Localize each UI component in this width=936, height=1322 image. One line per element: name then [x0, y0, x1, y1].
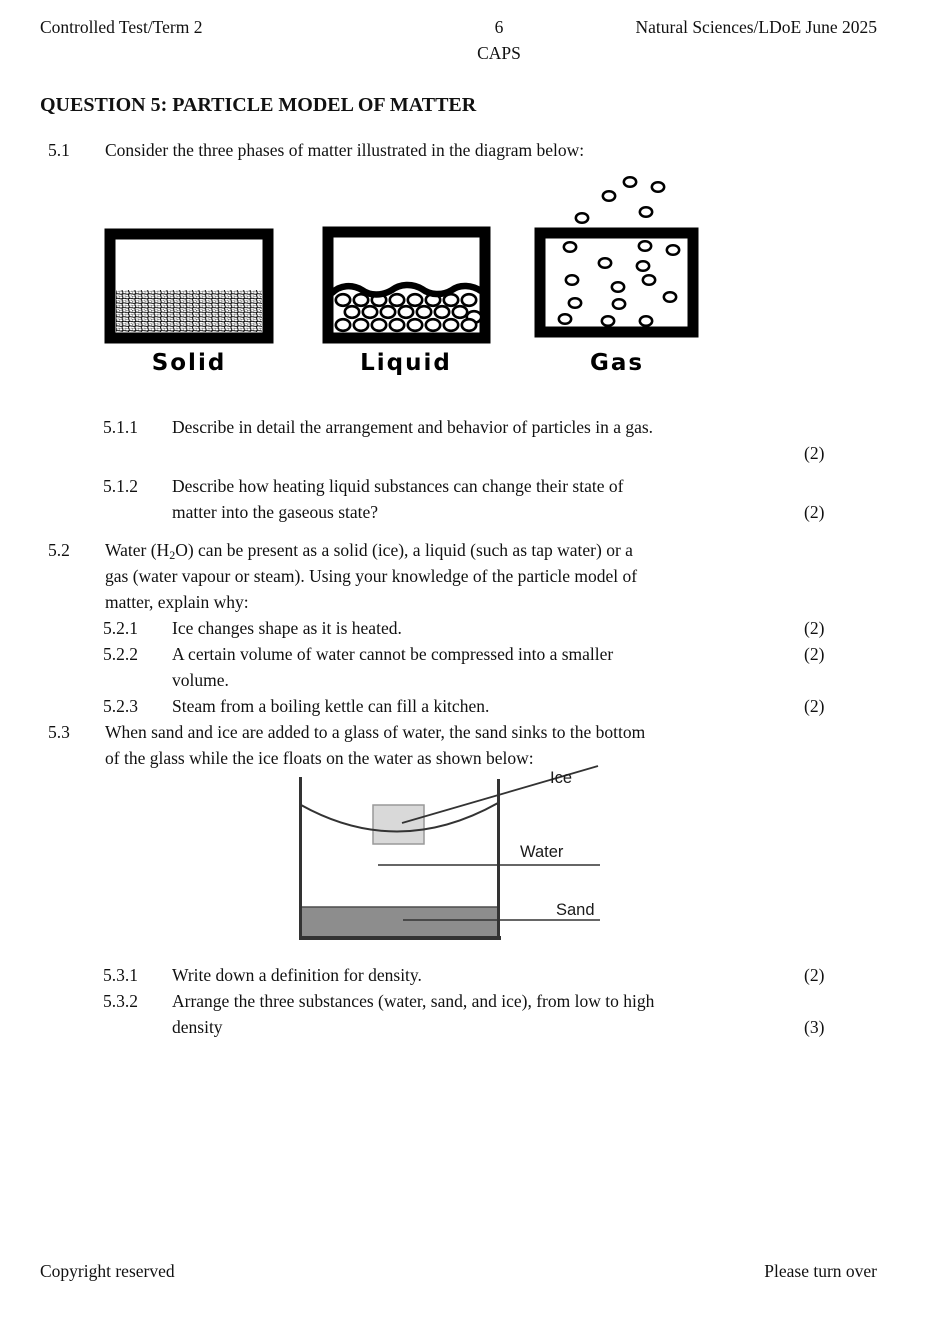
text-line: Steam from a boiling kettle can fill a kitchen. [172, 696, 490, 716]
header-left-text: Controlled Test/Term 2 [40, 17, 203, 37]
question-5-1 [40, 137, 896, 163]
question-number: 5.3.1 [103, 965, 138, 985]
copyright-text: Copyright reserved [40, 1261, 175, 1281]
question-number: 5.2.2 [103, 644, 138, 664]
question-5-1-1 [40, 414, 896, 466]
text-line: Describe in detail the arrangement and behavior of particles in a gas. [172, 417, 654, 437]
question-text [172, 962, 804, 988]
solid-particles-fill [116, 290, 262, 332]
question-text [105, 537, 896, 615]
text-line: density [172, 1017, 223, 1037]
question-number: 5.3 [48, 722, 70, 742]
sand-layer [301, 907, 499, 937]
gas-container [540, 177, 693, 376]
text-line: Describe how heating liquid substances can change their state of [172, 476, 624, 496]
glass-with-ice-water-sand-diagram [280, 757, 660, 949]
text-line: gas (water vapour or steam). Using your knowledge of the particle model of [105, 566, 638, 586]
gas-label: Gas [589, 350, 645, 376]
ice-cube [373, 805, 424, 844]
text-line: matter into the gaseous state? [172, 502, 379, 522]
solid-container [110, 234, 268, 376]
question-text [105, 137, 896, 163]
page-footer [40, 1258, 896, 1284]
question-5-3-2 [40, 988, 896, 1040]
header-center [399, 14, 599, 66]
water-label: Water [520, 843, 564, 861]
text-line: of the glass while the ice floats on the water as shown below: [105, 748, 534, 768]
liquid-container [328, 232, 485, 376]
text-line: Consider the three phases of matter illustrated in the diagram below: [105, 140, 585, 160]
question-text [105, 719, 896, 771]
question-number: 5.3.2 [103, 991, 138, 1011]
question-5-3 [40, 719, 896, 771]
question-text [172, 615, 804, 641]
question-number: 5.1.1 [103, 417, 138, 437]
question-text [172, 473, 804, 525]
subscript-2: 2 [169, 548, 176, 562]
marks-badge: (2) [804, 696, 825, 716]
marks-badge: (2) [804, 502, 825, 522]
question-5-3-1 [40, 962, 896, 988]
question-text [172, 693, 804, 719]
sand-label: Sand [556, 901, 595, 919]
question-title: QUESTION 5: PARTICLE MODEL OF MATTER [40, 94, 477, 116]
phases-of-matter-diagram [100, 172, 720, 384]
question-5-2-3 [40, 693, 896, 719]
question-5-2 [40, 537, 896, 615]
question-number: 5.1.2 [103, 476, 138, 496]
marks-badge: (2) [804, 443, 825, 463]
text-line: Arrange the three substances (water, sand, and ice), from low to high [172, 991, 655, 1011]
question-number: 5.2.1 [103, 618, 138, 638]
text-line: matter, explain why: [105, 592, 249, 612]
question-5-2-2 [40, 641, 896, 693]
marks-badge: (2) [804, 965, 825, 985]
text-line: volume. [172, 670, 229, 690]
question-5-2-1 [40, 615, 896, 641]
liquid-particles [336, 294, 481, 331]
question-text [172, 414, 804, 466]
page-number: 6 [494, 17, 504, 37]
marks-badge: (2) [804, 644, 825, 664]
caps-label: CAPS [477, 43, 521, 63]
question-5-1-2 [40, 473, 896, 525]
marks-badge: (2) [804, 618, 825, 638]
question-number: 5.1 [48, 140, 70, 160]
solid-label: Solid [151, 350, 227, 376]
header-right-text: Natural Sciences/LDoE June 2025 [635, 17, 877, 37]
text-line: A certain volume of water cannot be compressed into a smaller [172, 644, 614, 664]
blank-line [172, 440, 804, 466]
turn-over-text: Please turn over [764, 1261, 877, 1281]
liquid-label: Liquid [360, 350, 452, 376]
text-line: Write down a definition for density. [172, 965, 422, 985]
question-number: 5.2 [48, 540, 70, 560]
text-line: Water $(H_2O)$ can be present as a solid (ice), a liquid (such as tap water) or a [105, 540, 633, 562]
text-line: When sand and ice are added to a glass of water, the sand sinks to the bottom [105, 722, 646, 742]
ice-label: Ice [550, 769, 573, 787]
question-number: 5.2.3 [103, 696, 138, 716]
gas-particles-escaping [576, 177, 664, 222]
marks-badge: (3) [804, 1017, 825, 1037]
question-text [172, 641, 804, 693]
text-line: Ice changes shape as it is heated. [172, 618, 402, 638]
question-text [172, 988, 804, 1040]
page-header [40, 14, 896, 66]
